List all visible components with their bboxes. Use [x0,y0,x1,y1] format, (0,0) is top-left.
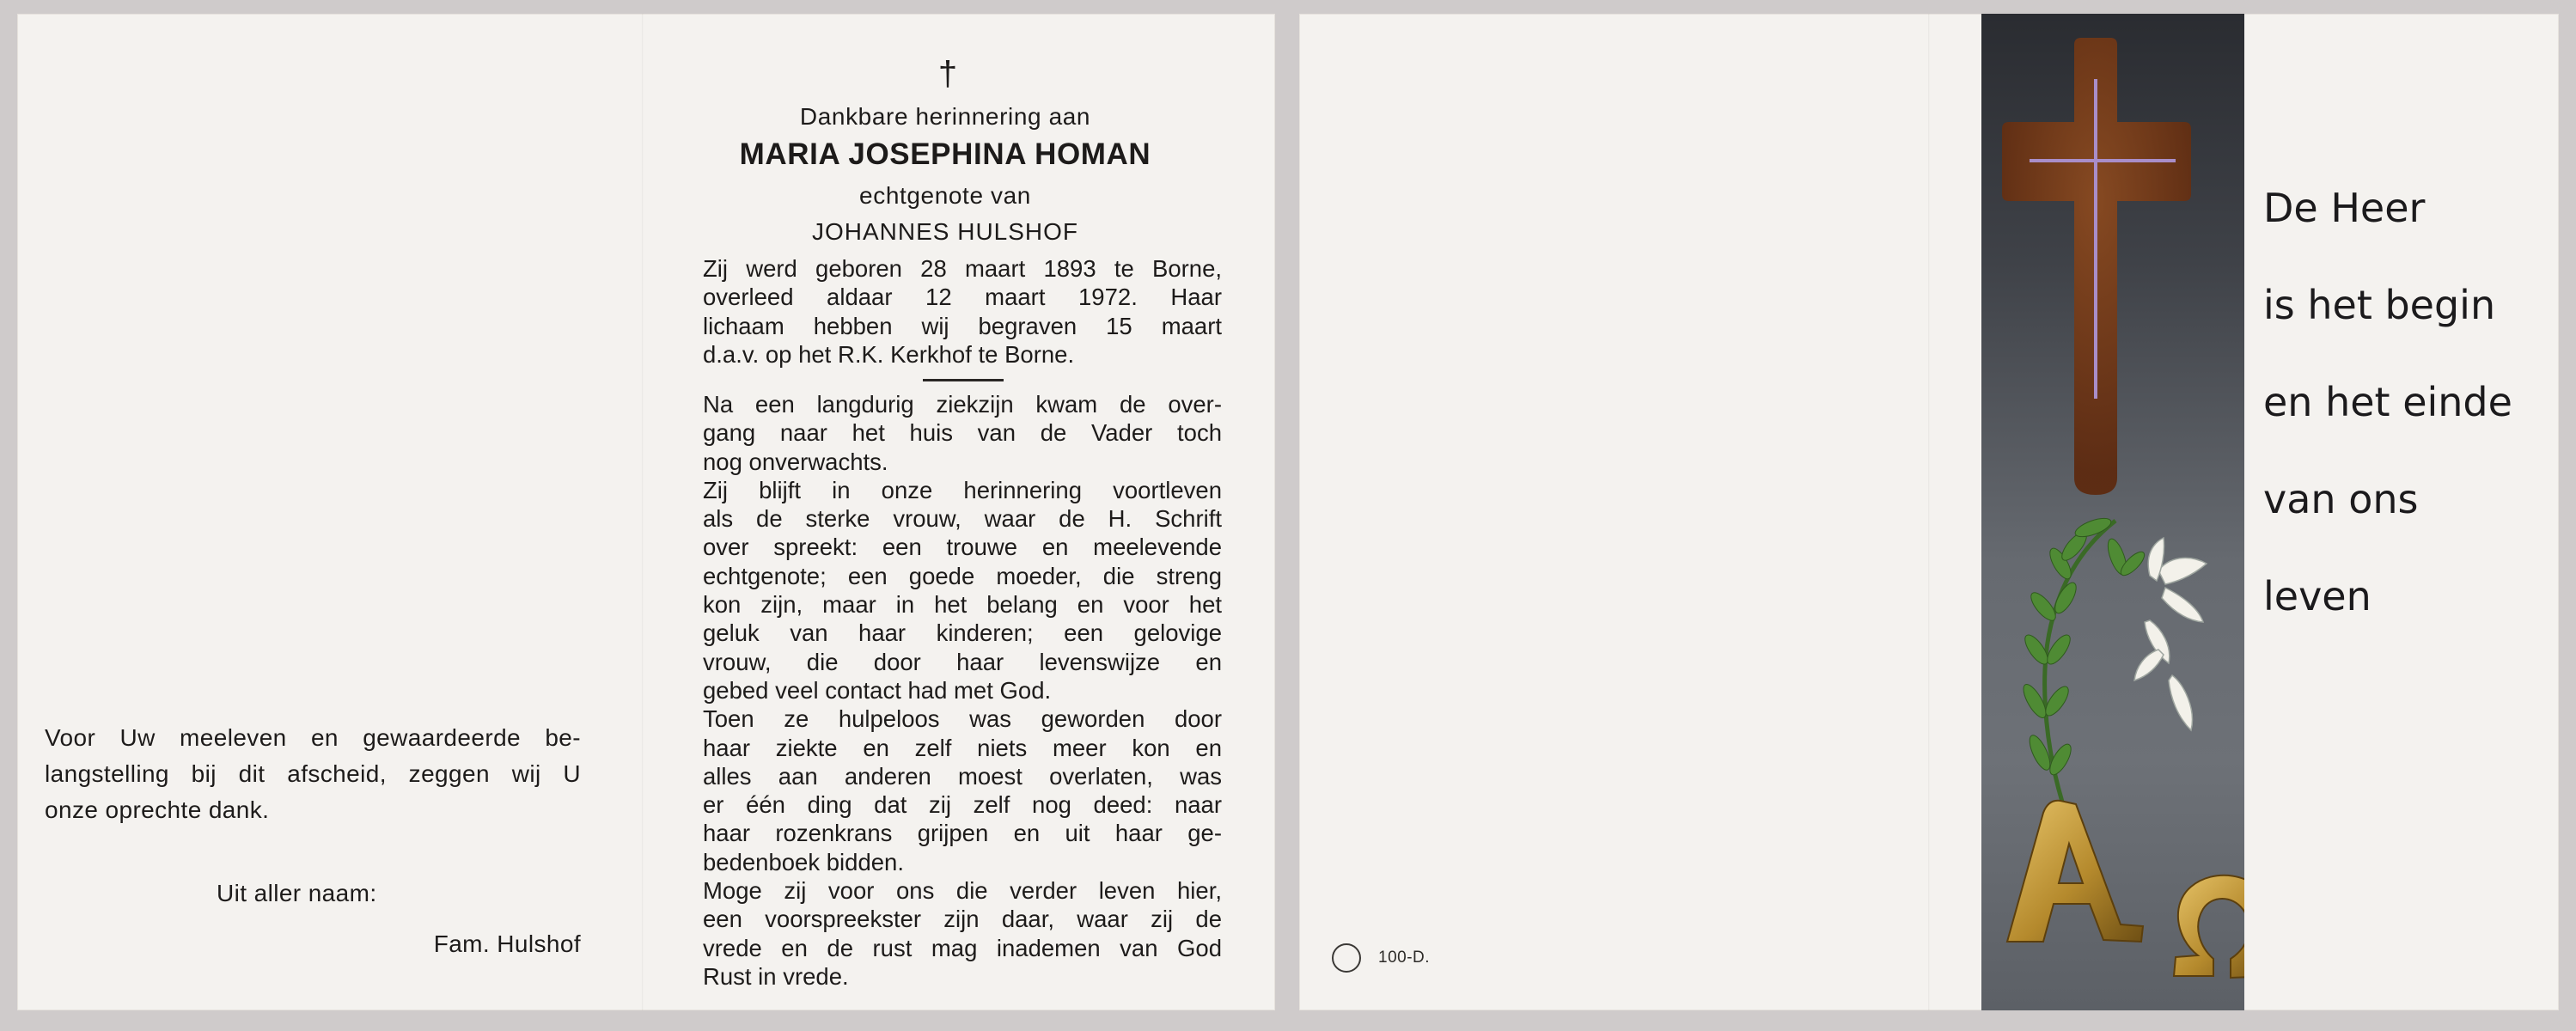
text-line: vrede en de rust mag inademen van God [703,934,1222,961]
verse-line: leven [2263,573,2372,619]
text-line: Moge zij voor ons die verder leven hier, [703,877,1222,905]
text-line: Na een langdurig ziekzijn kwam de over- [703,391,1222,418]
life-dates-paragraph [703,254,1222,369]
verse-line: van ons [2263,476,2419,522]
deceased-name: MARIA JOSEPHINA HOMAN [739,137,1151,171]
text-line: Rust in vrede. [703,962,849,990]
verse-line: De Heer [2263,185,2426,231]
publisher-logo-icon [1332,943,1361,973]
text-line: overleed aldaar 12 maart 1972. Haar [703,284,1222,311]
text-line: vrouw, die door haar levenswijze en [703,648,1222,675]
lily-flowers [2134,538,2207,730]
thank-you-line: langstelling bij dit afscheid, zeggen wij U [45,760,581,787]
text-line: alles aan anderen moest overlaten, was [703,762,1222,790]
fold-crease [1928,14,1930,1010]
separator-rule [923,379,1004,381]
cover-verse [2263,160,2547,645]
text-line: kon zijn, maar in het belang en voor het [703,591,1222,619]
text-line: haar rozenkrans grijpen en uit haar ge- [703,820,1222,847]
omega-letter [2174,875,2244,978]
text-line: als de sterke vrouw, waar de H. Schrift [703,505,1222,533]
text-line: geluk van haar kinderen; een gelovige [703,619,1222,647]
on-behalf-label: Uit aller naam: [217,880,377,906]
cross-lily-alpha-omega-illustration [1981,14,2244,1010]
text-line: Zij werd geboren 28 maart 1893 te Borne, [703,255,1222,282]
text-line: er één ding dat zij zelf nog deed: naar [703,791,1222,819]
cross-icon: † [937,55,958,93]
remembrance-intro: Dankbare herinnering aan [799,103,1091,130]
memorial-body-text [703,390,1222,991]
text-line: over spreekt: een trouwe en meelevende [703,534,1222,561]
spouse-intro: echtgenote van [859,182,1031,209]
text-line: haar ziekte en zelf niets meer kon en [703,734,1222,761]
text-line: lichaam hebben wij begraven 15 maart [703,312,1222,339]
text-line: bedenboek bidden. [703,848,904,875]
publisher-code: 100-D. [1378,949,1431,967]
text-line: gang naar het huis van de Vader toch [703,419,1222,447]
text-line: een voorspreekster zijn daar, waar zij de [703,906,1222,933]
text-line: Toen ze hulpeloos was geworden door [703,705,1222,733]
family-signature: Fam. Hulshof [433,930,581,957]
text-line: d.a.v. op het R.K. Kerkhof te Borne. [703,340,1075,368]
text-line: echtgenote; een goede moeder, die streng [703,562,1222,589]
text-line: nog onverwachts. [703,448,888,475]
spouse-name: JOHANNES HULSHOF [811,218,1079,245]
verse-line: en het einde [2263,379,2512,425]
alpha-letter [2007,801,2143,942]
thank-you-text [45,720,581,828]
thank-you-line: onze oprechte dank. [45,796,270,823]
thank-you-line: Voor Uw meeleven en gewaardeerde be- [45,724,581,751]
text-line: Zij blijft in onze herinnering voortleven [703,476,1222,503]
verse-line: is het begin [2263,282,2496,328]
alpha-omega-letters [2007,801,2244,978]
text-line: gebed veel contact had met God. [703,676,1052,704]
